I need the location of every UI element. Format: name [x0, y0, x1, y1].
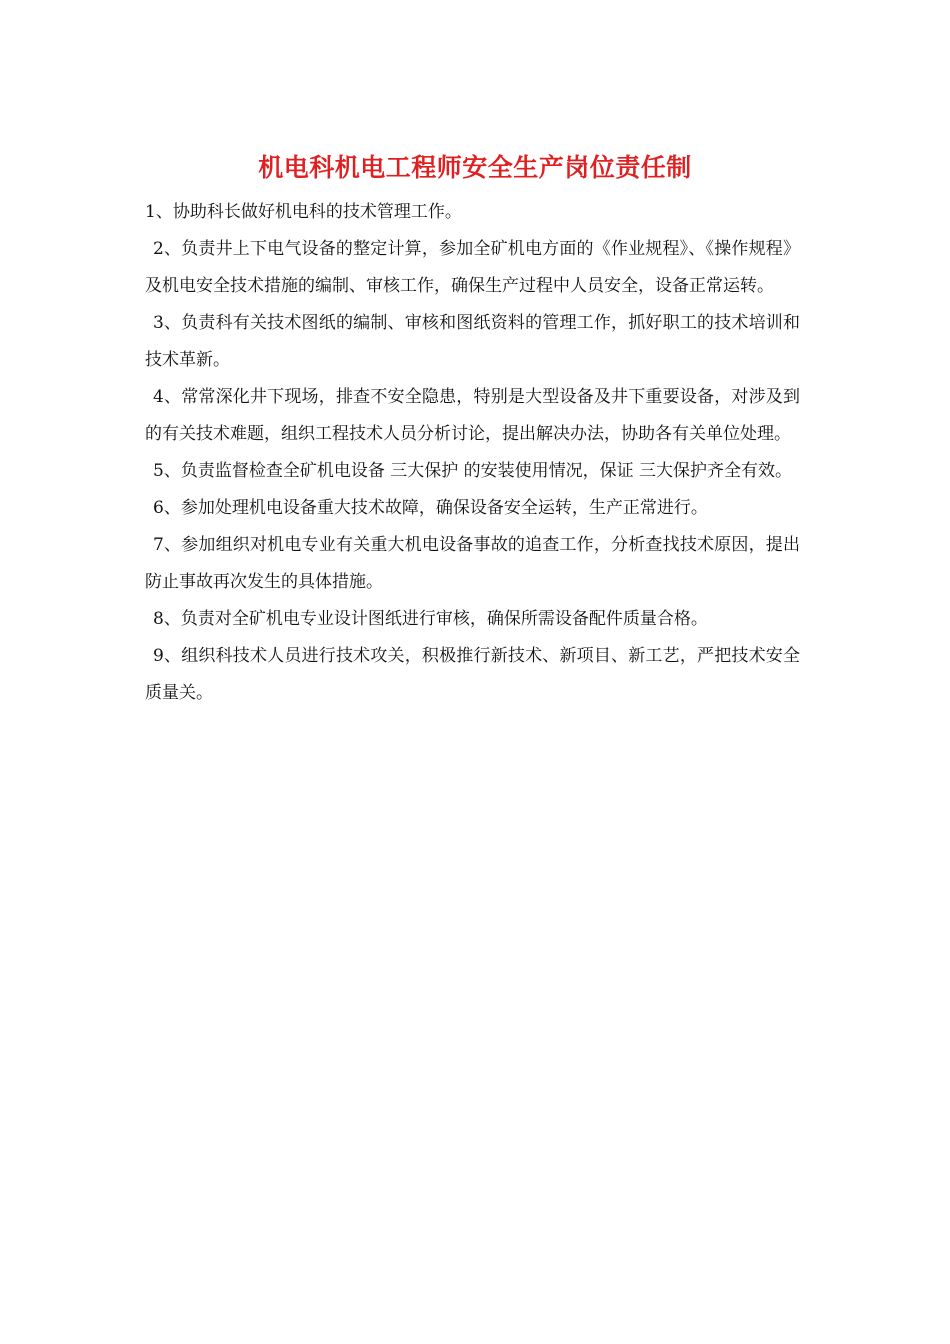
paragraph-1: 1、协助科长做好机电科的技术管理工作。	[145, 202, 462, 222]
paragraph-9: 9、组织科技术人员进行技术攻关，积极推行新技术、新项目、新工艺，严把技术安全质量关。	[145, 646, 800, 703]
paragraph-5: 5、负责监督检查全矿机电设备 三大保护 的安装使用情况，保证 三大保护齐全有效。	[153, 461, 793, 481]
paragraph-2: 2、负责井上下电气设备的整定计算，参加全矿机电方面的《作业规程》、《操作规程》及机电安全技术措施的编制、审核工作，确保生产过程中人员安全，设备正常运转。	[145, 239, 800, 296]
paragraph-8: 8、负责对全矿机电专业设计图纸进行审核，确保所需设备配件质量合格。	[153, 609, 708, 629]
paragraph-3: 3、负责科有关技术图纸的编制、审核和图纸资料的管理工作，抓好职工的技术培训和技术革新。	[145, 313, 800, 370]
paragraph-7: 7、参加组织对机电专业有关重大机电设备事故的追查工作，分析查找技术原因，提出防止事故再次发生的具体措施。	[145, 535, 800, 592]
document-body	[145, 194, 800, 712]
document-title: 机电科机电工程师安全生产岗位责任制	[258, 153, 692, 182]
paragraph-6: 6、参加处理机电设备重大技术故障，确保设备安全运转，生产正常进行。	[153, 498, 708, 518]
paragraph-4: 4、常常深化井下现场，排查不安全隐患，特别是大型设备及井下重要设备，对涉及到的有关技术难题，组织工程技术人员分析讨论，提出解决办法，协助各有关单位处理。	[145, 387, 800, 444]
